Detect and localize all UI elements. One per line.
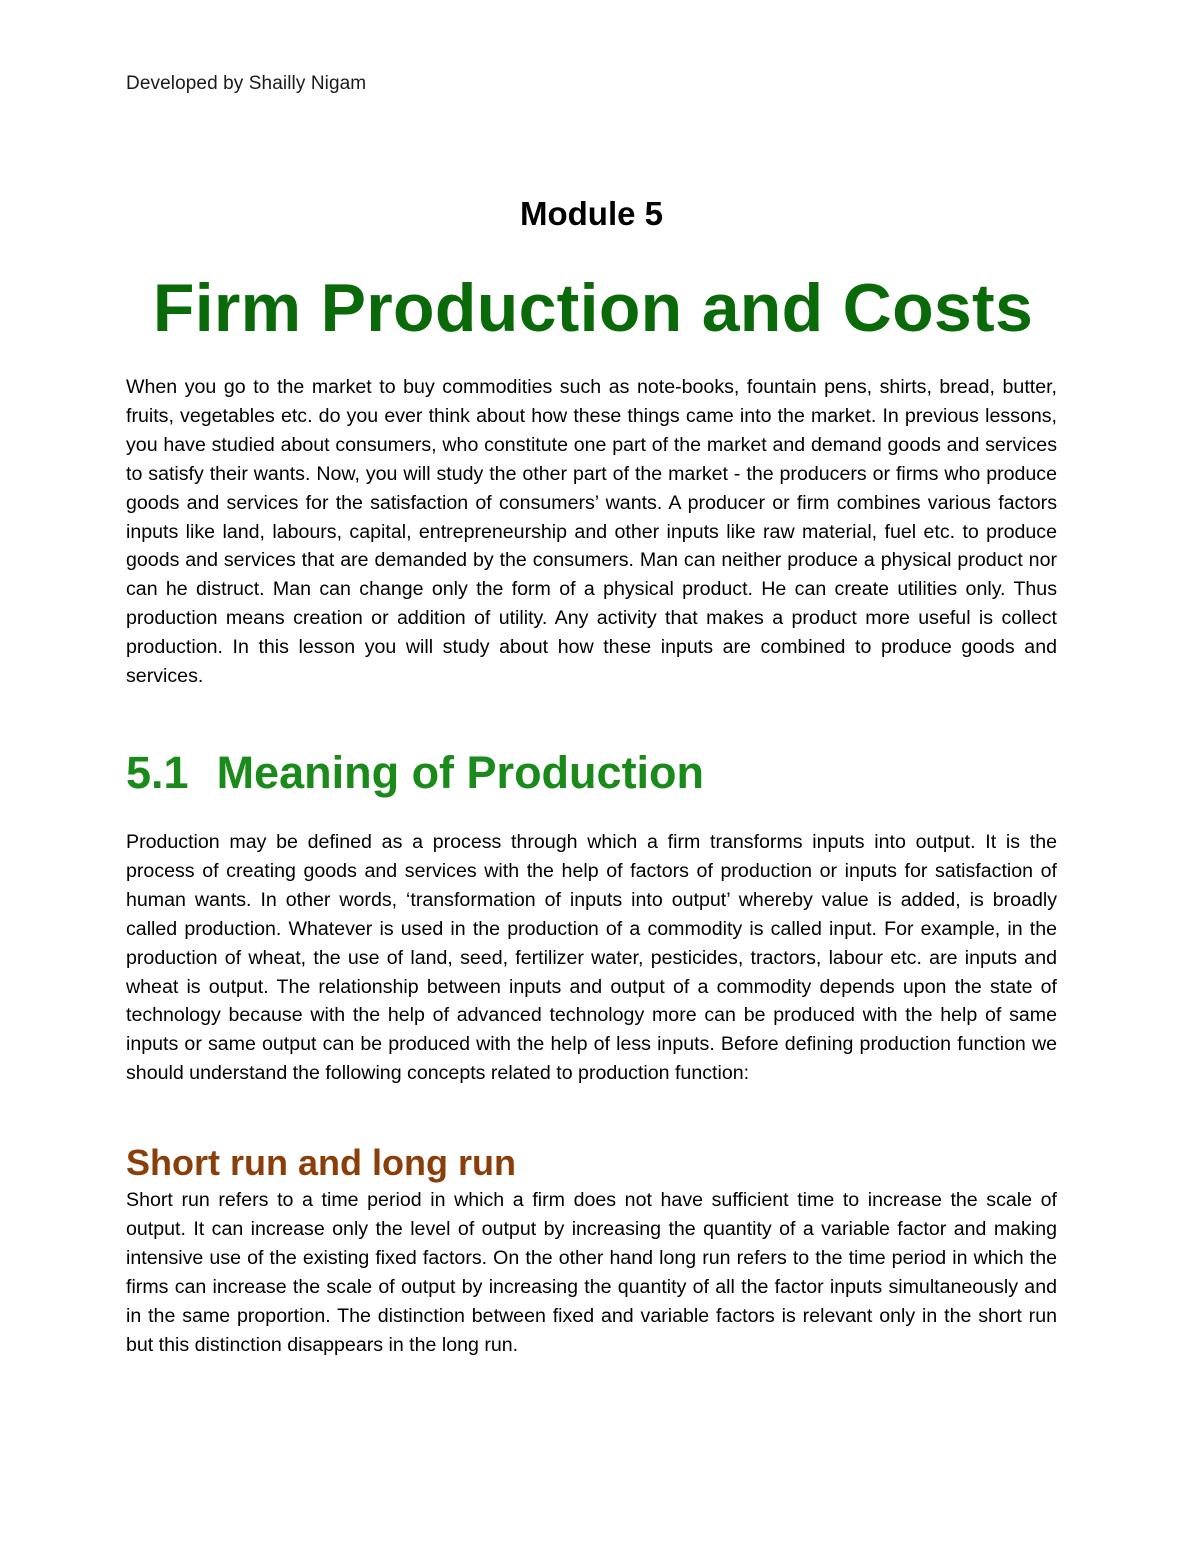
page-title: Firm Production and Costs [152, 270, 1034, 346]
module-label: Module 5 [519, 195, 663, 232]
production-meaning-paragraph: Production may be defined as a process through which a firm transforms inputs into output. It is the process of creating goods and services with the help of factors of production or inputs for satisfaction of human wants. In other words, ‘transformation of inputs into output’ whereby value is added, is broadly called production. Whatever is used in the production of a commodity is called input. For example, in the production of wheat, the use of land, seed, fertilizer water, pesticides, tractors, labour etc. are inputs and wheat is output. The relationship between inputs and output of a commodity depends upon the state of technology because with the help of advanced technology more can be produced with the help of same inputs or same output can be produced with the help of less inputs. Before defining production function we should understand the following concepts related to production function: [126, 831, 1057, 1085]
section-number: 5.1 [126, 747, 189, 798]
subheading-short-long-run: Short run and long run [126, 1142, 516, 1183]
section-title: Meaning of Production [216, 747, 705, 798]
author-header: Developed by Shailly Nigam [126, 73, 367, 94]
short-long-run-paragraph: Short run refers to a time period in which a firm does not have sufficient time to increase the scale of output. It can increase only the level of output by increasing the quantity of a variable factor and making intensive use of the existing fixed factors. On the other hand long run refers to the time period in which the firms can increase the scale of output by increasing the quantity of all the factor inputs simultaneously and in the same proportion. The distinction between fixed and variable factors is relevant only in the short run but this distinction disappears in the long run. [126, 1189, 1057, 1356]
intro-paragraph: When you go to the market to buy commodities such as note-books, fountain pens, shirts, bread, butter, fruits, vegetables etc. do you ever think about how these things came into the market. In previous lessons, you have studied about consumers, who constitute one part of the market and demand goods and services to satisfy their wants. Now, you will study the other part of the market - the producers or firms who produce goods and services for the satisfaction of consumers’ wants. A producer or firm combines various factors inputs like land, labours, capital, entrepreneurship and other inputs like raw material, fuel etc. to produce goods and services that are demanded by the consumers. Man can neither produce a physical product nor can he distruct. Man can change only the form of a physical product. He can create utilities only. Thus production means creation or addition of utility. Any activity that makes a product more useful is collect production. In this lesson you will study about how these inputs are combined to produce goods and services. [126, 376, 1057, 688]
section-heading-5-1 [126, 742, 704, 804]
